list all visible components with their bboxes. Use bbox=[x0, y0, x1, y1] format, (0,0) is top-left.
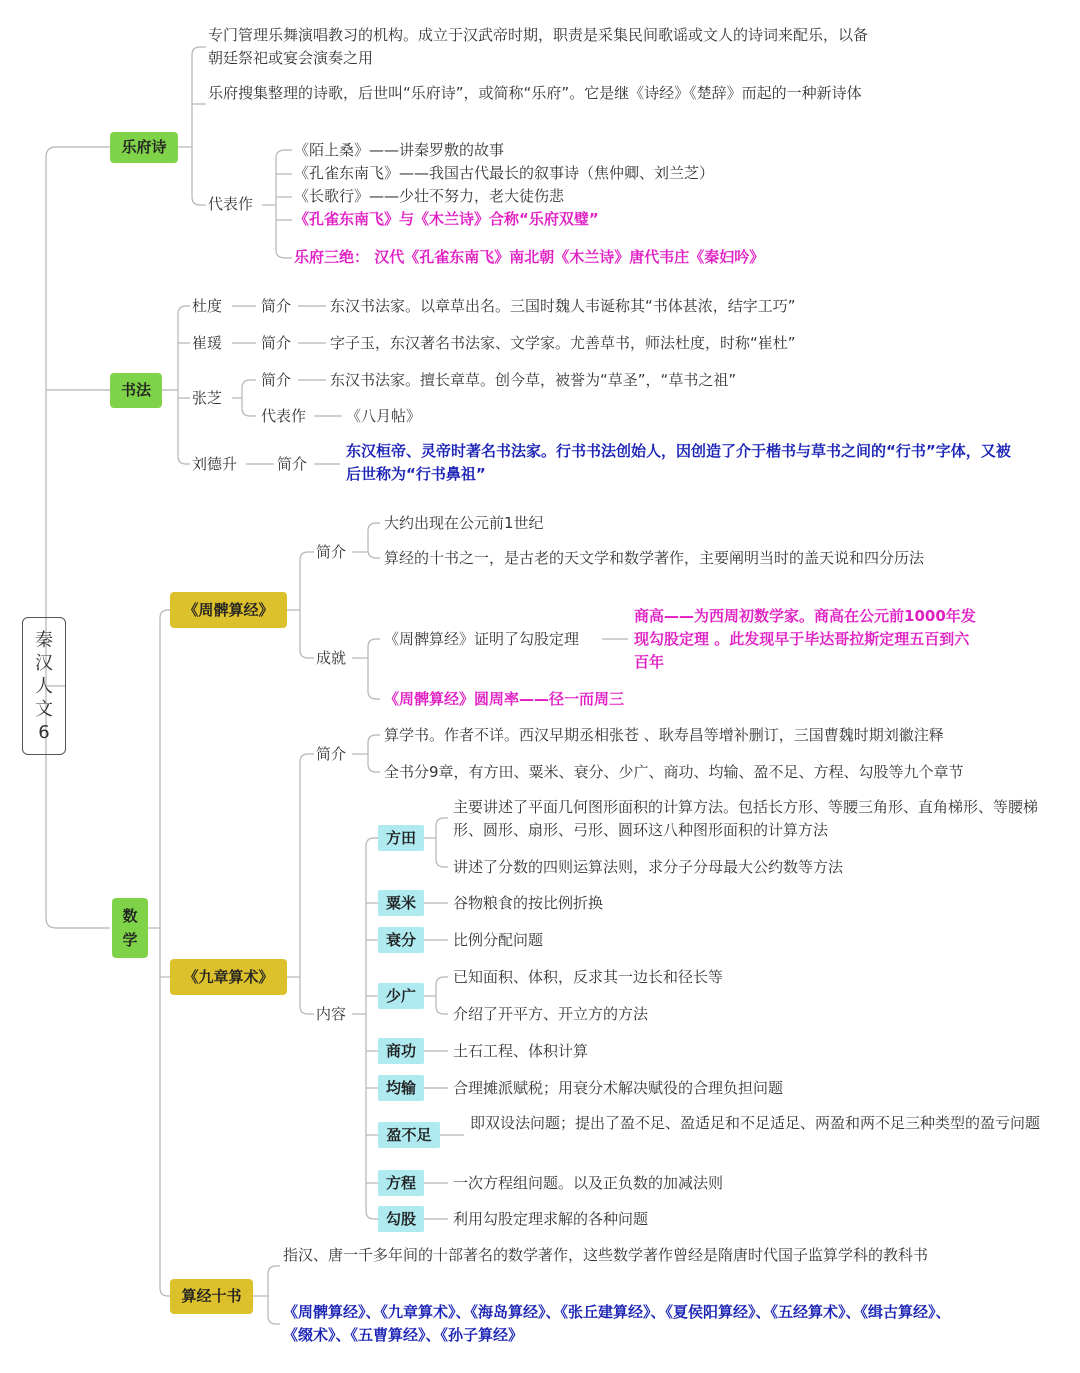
yuefu-desc-2: 乐府搜集整理的诗歌，后世叫“乐府诗”，或简称“乐府”。它是继《诗经》《楚辞》而起的一种新诗体 bbox=[208, 84, 862, 102]
shufa-cui-name: 崔瑗 bbox=[192, 334, 223, 352]
chapter-gougu[interactable]: 勾股 bbox=[378, 1206, 424, 1232]
zhoubi-intro-label: 简介 bbox=[316, 543, 347, 561]
zhoubi-ach-1-detail: 商高——为西周初数学家。商高在公元前1000年发现勾股定理 。此发现早于毕达哥拉斯定理五百到六百年 bbox=[634, 607, 976, 671]
chapter-yingbuzu[interactable]: 盈不足 bbox=[378, 1122, 440, 1148]
yuefu-rep-label: 代表作 bbox=[208, 195, 254, 213]
root-title-char: 汉 bbox=[35, 653, 53, 674]
zhoubi-ach-label: 成就 bbox=[316, 649, 347, 667]
chapter-junshu[interactable]: 均输 bbox=[378, 1075, 424, 1101]
zhoubi-intro-1: 大约出现在公元前1世纪 bbox=[384, 514, 544, 532]
node-math-char: 学 bbox=[122, 931, 138, 949]
shufa-liu-text: 东汉桓帝、灵帝时著名书法家。行书书法创始人，因创造了介于楷书与草书之间的“行书”字体，又被后世称为“行书鼻祖” bbox=[346, 442, 1011, 483]
yuefu-work-2: 《孔雀东南飞》——我国古代最长的叙事诗（焦仲卿、刘兰芝） bbox=[294, 164, 715, 182]
chapter-fangtian[interactable]: 方田 bbox=[378, 825, 424, 851]
node-suanjing[interactable]: 算经十书 bbox=[170, 1279, 253, 1314]
shufa-zhang-rep-label: 代表作 bbox=[261, 407, 307, 425]
chapter-gougu-desc: 利用勾股定理求解的各种问题 bbox=[453, 1210, 649, 1228]
jiuzhang-content-label: 内容 bbox=[316, 1005, 347, 1023]
shufa-du-name: 杜度 bbox=[192, 297, 223, 315]
chapter-shaoguang-desc-1: 已知面积、体积，反求其一边长和径长等 bbox=[453, 968, 724, 986]
zhoubi-ach-2: 《周髀算经》圆周率——径一而周三 bbox=[384, 690, 625, 708]
yuefu-shuangbi: 《孔雀东南飞》与《木兰诗》合称“乐府双璧” bbox=[294, 210, 599, 228]
chapter-yingbuzu-desc: 即双设法问题；提出了盈不足、盈适足和不足适足、两盈和两不足三种类型的盈亏问题 bbox=[470, 1114, 1041, 1132]
yuefu-work-1: 《陌上桑》——讲秦罗敷的故事 bbox=[294, 141, 505, 159]
chapter-shanggong-desc: 土石工程、体积计算 bbox=[453, 1042, 589, 1060]
shufa-liu-intro-label: 简介 bbox=[277, 455, 308, 473]
chapter-fangtian-desc-1: 主要讲述了平面几何图形面积的计算方法。包括长方形、等腰三角形、直角梯形、等腰梯形、圆形、扇形、弓形、圆环这八种图形面积的计算方法 bbox=[453, 798, 1039, 839]
chapter-fangcheng-desc: 一次方程组问题。以及正负数的加减法则 bbox=[453, 1174, 724, 1192]
shufa-zhang-intro-label: 简介 bbox=[261, 371, 292, 389]
chapter-sumi-desc: 谷物粮食的按比例折换 bbox=[453, 894, 604, 912]
root-title bbox=[22, 617, 66, 755]
suanjing-desc: 指汉、唐一千多年间的十部著名的数学著作，这些数学著作曾经是隋唐时代国子监算学科的教科书 bbox=[283, 1246, 929, 1264]
shufa-zhang-name: 张芝 bbox=[192, 389, 223, 407]
yuefu-work-3: 《长歌行》——少壮不努力，老大徒伤悲 bbox=[294, 187, 565, 205]
root-title-char: 秦 bbox=[35, 630, 53, 651]
root-title-char: 6 bbox=[38, 722, 50, 743]
node-math-char: 数 bbox=[122, 907, 138, 925]
jiuzhang-intro-label: 简介 bbox=[316, 745, 347, 763]
chapter-shanggong[interactable]: 商功 bbox=[378, 1038, 424, 1064]
jiuzhang-intro-2: 全书分9章，有方田、粟米、衰分、少广、商功、均输、盈不足、方程、勾股等九个章节 bbox=[384, 763, 964, 781]
shufa-cui-intro-label: 简介 bbox=[261, 334, 292, 352]
node-yuefu[interactable]: 乐府诗 bbox=[110, 132, 178, 163]
root-title-char: 人 bbox=[35, 676, 53, 697]
chapter-fangtian-desc-2: 讲述了分数的四则运算法则，求分子分母最大公约数等方法 bbox=[453, 858, 844, 876]
yuefu-sanjue: 乐府三绝： 汉代《孔雀东南飞》南北朝《木兰诗》唐代韦庄《秦妇吟》 bbox=[294, 248, 765, 266]
node-zhoubi[interactable]: 《周髀算经》 bbox=[170, 592, 287, 628]
chapter-fangcheng[interactable]: 方程 bbox=[378, 1170, 424, 1196]
chapter-cuifen[interactable]: 衰分 bbox=[378, 927, 424, 953]
suanjing-books: 《周髀算经》、《九章算术》、《海岛算经》、《张丘建算经》、《夏侯阳算经》、《五经算术》、《缉古算经》、《缀术》、《五曹算经》、《孙子算经》 bbox=[283, 1303, 951, 1344]
zhoubi-intro-2: 算经的十书之一，是古老的天文学和数学著作，主要阐明当时的盖天说和四分历法 bbox=[384, 549, 925, 567]
shufa-du-intro-label: 简介 bbox=[261, 297, 292, 315]
shufa-du-text: 东汉书法家。以章草出名。三国时魏人韦诞称其“书体甚浓，结字工巧” bbox=[330, 297, 796, 315]
chapter-cuifen-desc: 比例分配问题 bbox=[453, 931, 544, 949]
shufa-zhang-work: 《八月帖》 bbox=[346, 407, 422, 425]
shufa-zhang-text: 东汉书法家。擅长章草。创今草，被誉为“草圣”，“草书之祖” bbox=[330, 371, 737, 389]
root-title-char: 文 bbox=[35, 699, 53, 720]
chapter-shaoguang-desc-2: 介绍了开平方、开立方的方法 bbox=[453, 1005, 649, 1023]
shufa-cui-text: 字子玉，东汉著名书法家、文学家。尤善草书，师法杜度，时称“崔杜” bbox=[330, 334, 796, 352]
node-jiuzhang[interactable]: 《九章算术》 bbox=[170, 959, 287, 995]
zhoubi-ach-1: 《周髀算经》证明了勾股定理 bbox=[384, 630, 580, 648]
chapter-junshu-desc: 合理摊派赋税；用衰分术解决赋役的合理负担问题 bbox=[453, 1079, 784, 1097]
yuefu-desc-1: 专门管理乐舞演唱教习的机构。成立于汉武帝时期，职责是采集民间歌谣或文人的诗词来配乐，以备朝廷祭祀或宴会演奏之用 bbox=[208, 26, 869, 67]
node-shufa[interactable]: 书法 bbox=[110, 373, 162, 408]
chapter-sumi[interactable]: 粟米 bbox=[378, 890, 424, 916]
node-math[interactable] bbox=[112, 898, 148, 958]
chapter-shaoguang[interactable]: 少广 bbox=[378, 983, 424, 1009]
jiuzhang-intro-1: 算学书。作者不详。西汉早期丞相张苍 、耿寿昌等增补删订，三国曹魏时期刘徽注释 bbox=[384, 726, 944, 744]
shufa-liu-name: 刘德升 bbox=[192, 455, 238, 473]
